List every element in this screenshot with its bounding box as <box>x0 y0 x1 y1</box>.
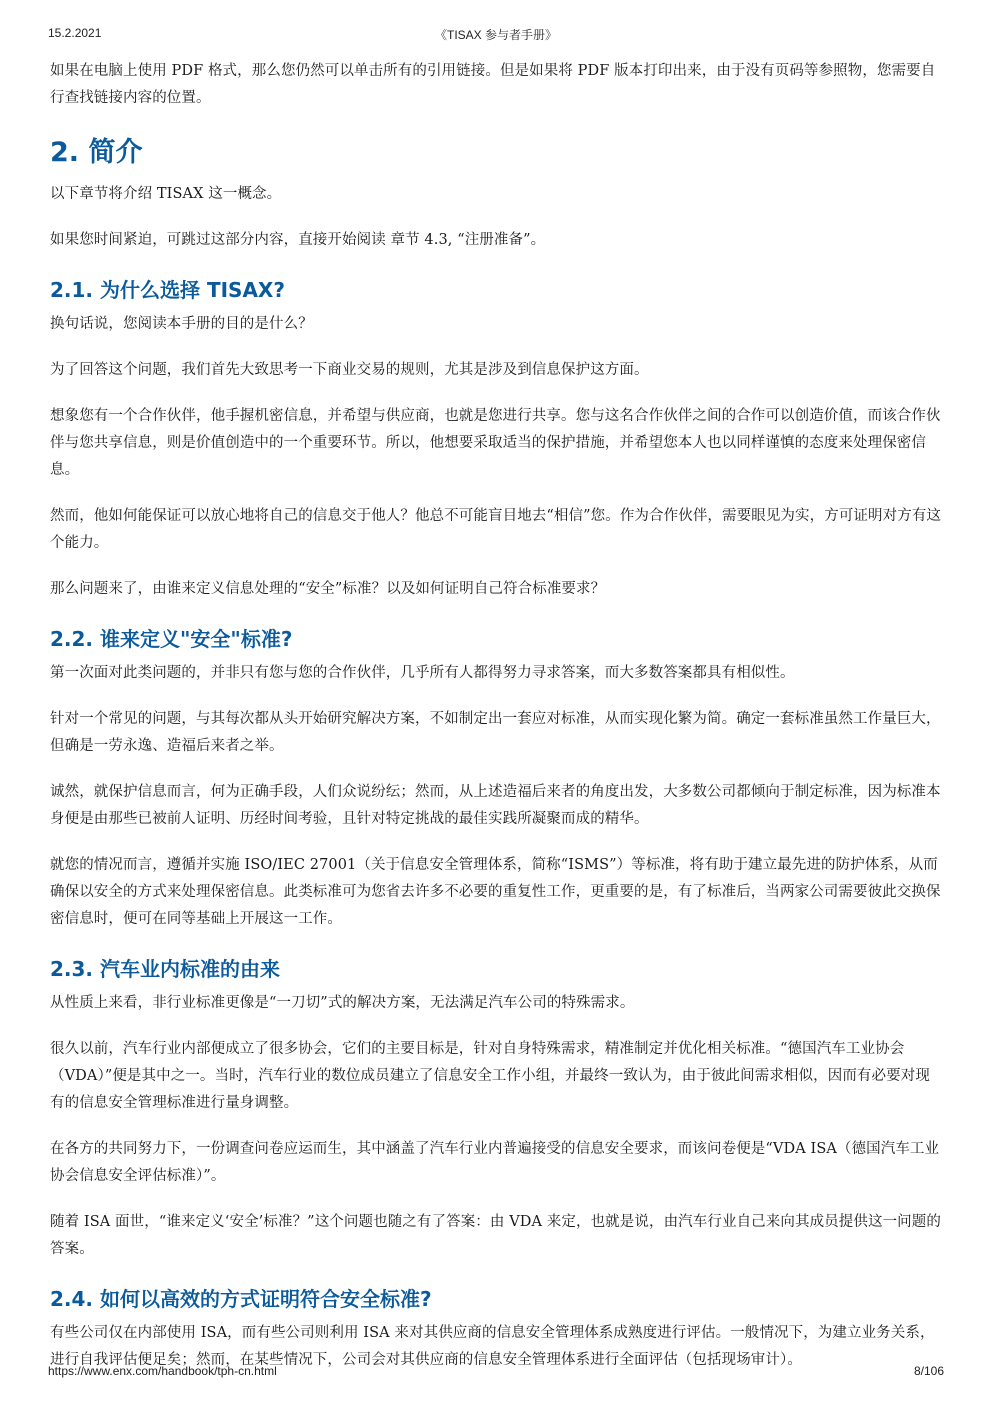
section-heading-2-3: 2.3. 汽车业内标准的由来 <box>50 957 280 981</box>
paragraph: 如果您时间紧迫，可跳过这部分内容，直接开始阅读 章节 4.3, “注册准备”。 <box>50 232 546 248</box>
paragraph: 有些公司仅在内部使用 ISA，而有些公司则利用 ISA 来对其供应商的信息安全管理体系成熟度进行评估。一般情况下，为建立业务关系，进行自我评估便足矣；然而，在某些情况下，公司会对其供应商的信息安全管理体系进行全面评估（包括现场审计）。 <box>50 1325 935 1368</box>
page-number: 8/106 <box>913 1364 944 1378</box>
page-url: https://www.enx.com/handbook/tph-cn.html <box>48 1364 277 1378</box>
paragraph: 就您的情况而言，遵循并实施 ISO/IEC 27001（关于信息安全管理体系，简称“ISMS”）等标准，将有助于建立最先进的防护体系，从而确保以安全的方式来处理保密信息。此类标准可为您省去许多不必要的重复性工作，更重要的是，有了标准后，当两家公司需要彼此交换保密信息时，便可在同等基础上开展这一工作。 <box>50 857 941 927</box>
page-content <box>50 58 942 1393</box>
paragraph: 想象您有一个合作伙伴，他手握机密信息，并希望与供应商，也就是您进行共享。您与这名合作伙伴之间的合作可以创造价值，而该合作伙伴与您共享信息，则是价值创造中的一个重要环节。所以，他想要采取适当的保护措施，并希望您本人也以同样谨慎的态度来处理保密信息。 <box>50 408 941 478</box>
section-heading-2-1: 2.1. 为什么选择 TISAX? <box>50 278 285 302</box>
paragraph: 很久以前，汽车行业内部便成立了很多协会，它们的主要目标是，针对自身特殊需求，精准制定并优化相关标准。“德国汽车工业协会（VDA）”便是其中之一。当时，汽车行业的数位成员建立了信息安全工作小组，并最终一致认为，由于彼此间需求相似，因而有必要对现有的信息安全管理标准进行量身调整。 <box>50 1041 930 1111</box>
paragraph: 然而，他如何能保证可以放心地将自己的信息交于他人？他总不可能盲目地去“相信”您。作为合作伙伴，需要眼见为实，方可证明对方有这个能力。 <box>50 508 942 551</box>
section-heading-2: 2. 简介 <box>50 137 143 168</box>
paragraph: 针对一个常见的问题，与其每次都从头开始研究解决方案，不如制定出一套应对标准，从而实现化繁为简。确定一套标准虽然工作量巨大，但确是一劳永逸、造福后来者之举。 <box>50 711 941 754</box>
document-title: 《TISAX 参与者手册》 <box>434 28 557 42</box>
paragraph: 以下章节将介绍 TISAX 这一概念。 <box>50 186 282 202</box>
paragraph: 诚然，就保护信息而言，何为正确手段，人们众说纷纭；然而，从上述造福后来者的角度出发，大多数公司都倾向于制定标准，因为标准本身便是由那些已被前人证明、历经时间考验，且针对特定挑战的最佳实践所凝聚而成的精华。 <box>50 784 941 827</box>
print-footer <box>48 1364 944 1380</box>
paragraph: 从性质上来看，非行业标准更像是“一刀切”式的解决方案，无法满足汽车公司的特殊需求。 <box>50 995 635 1011</box>
section-heading-2-2: 2.2. 谁来定义"安全"标准? <box>50 627 293 651</box>
paragraph: 那么问题来了，由谁来定义信息处理的“安全”标准？以及如何证明自己符合标准要求？ <box>50 581 606 597</box>
intro-paragraph: 如果在电脑上使用 PDF 格式，那么您仍然可以单击所有的引用链接。但是如果将 PDF 版本打印出来，由于没有页码等参照物，您需要自行查找链接内容的位置。 <box>50 63 936 106</box>
paragraph: 为了回答这个问题，我们首先大致思考一下商业交易的规则，尤其是涉及到信息保护这方面。 <box>50 362 649 378</box>
print-header <box>48 26 944 42</box>
paragraph: 随着 ISA 面世，“谁来定义‘安全’标准？”这个问题也随之有了答案：由 VDA 来定，也就是说，由汽车行业自己来向其成员提供这一问题的答案。 <box>50 1214 941 1257</box>
section-heading-2-4: 2.4. 如何以高效的方式证明符合安全标准? <box>50 1287 432 1311</box>
paragraph: 在各方的共同努力下，一份调查问卷应运而生，其中涵盖了汽车行业内普遍接受的信息安全要求，而该问卷便是“VDA ISA（德国汽车工业协会信息安全评估标准）”。 <box>50 1141 940 1184</box>
paragraph: 第一次面对此类问题的，并非只有您与您的合作伙伴，几乎所有人都得努力寻求答案，而大多数答案都具有相似性。 <box>50 665 795 681</box>
print-date: 15.2.2021 <box>48 26 102 40</box>
paragraph: 换句话说，您阅读本手册的目的是什么？ <box>50 316 313 332</box>
